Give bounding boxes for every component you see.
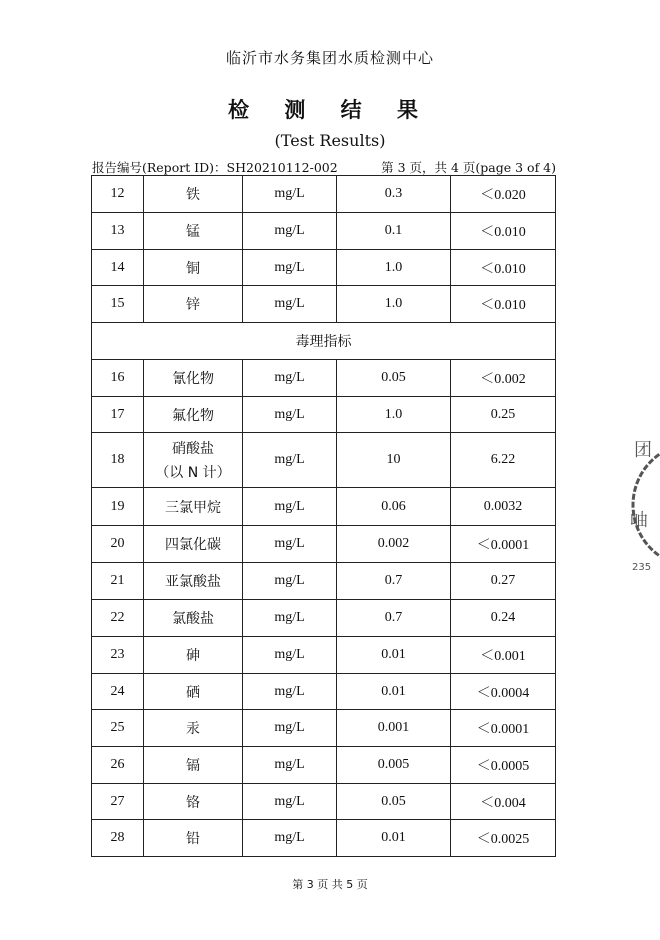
unit-cell: mg/L <box>243 286 337 323</box>
row-number-cell: 27 <box>92 784 144 820</box>
item-name-cell: 铅 <box>144 820 243 857</box>
unit-cell: mg/L <box>243 563 337 600</box>
result-cell: ＜0.001 <box>451 637 556 674</box>
table-row <box>92 563 556 600</box>
row-number-cell: 20 <box>92 526 144 563</box>
table-row <box>92 784 556 820</box>
item-name-cell: 镉 <box>144 747 243 784</box>
table-row <box>92 710 556 747</box>
limit-cell: 0.002 <box>337 526 451 563</box>
limit-cell: 0.01 <box>337 674 451 710</box>
item-name-cell: 锰 <box>144 213 243 250</box>
svg-text:岫: 岫 <box>630 510 648 531</box>
item-name-cell: 氯酸盐 <box>144 600 243 637</box>
item-name-cell: 四氯化碳 <box>144 526 243 563</box>
organization-name: 临沂市水务集团水质检测中心 <box>225 49 434 67</box>
unit-cell: mg/L <box>243 600 337 637</box>
table-row <box>92 286 556 323</box>
unit-cell: mg/L <box>243 250 337 286</box>
row-number-cell: 13 <box>92 213 144 250</box>
svg-text:235: 235 <box>632 562 652 573</box>
row-number-cell: 26 <box>92 747 144 784</box>
item-name-cell: 铬 <box>144 784 243 820</box>
table-row <box>92 637 556 674</box>
item-name-cell: 氰化物 <box>144 360 243 397</box>
result-cell: ＜0.0005 <box>451 747 556 784</box>
table-row <box>92 433 556 488</box>
item-name-cell: 砷 <box>144 637 243 674</box>
table-row <box>92 397 556 433</box>
table-row <box>92 250 556 286</box>
limit-cell: 0.3 <box>337 176 451 213</box>
seal-stamp-icon <box>620 420 660 590</box>
limit-cell: 0.7 <box>337 600 451 637</box>
limit-cell: 0.005 <box>337 747 451 784</box>
result-cell: ＜0.0025 <box>451 820 556 857</box>
item-name-cell: 亚氯酸盐 <box>144 563 243 600</box>
report-id: 报告编号(Report ID)：SH20210112-002 <box>92 160 338 175</box>
result-cell: ＜0.010 <box>451 250 556 286</box>
table-row <box>92 747 556 784</box>
table-row <box>92 360 556 397</box>
result-cell: ＜0.0001 <box>451 526 556 563</box>
item-name-cell: 铜 <box>144 250 243 286</box>
page-footer: 第 3 页 共 5 页 <box>292 878 368 891</box>
unit-cell: mg/L <box>243 397 337 433</box>
row-number-cell: 17 <box>92 397 144 433</box>
row-number-cell: 19 <box>92 488 144 526</box>
section-row-group <box>92 323 556 360</box>
unit-cell: mg/L <box>243 747 337 784</box>
result-cell: 6.22 <box>451 433 556 488</box>
item-name-cell: 铁 <box>144 176 243 213</box>
result-cell: ＜0.0004 <box>451 674 556 710</box>
table-row <box>92 213 556 250</box>
document-title: 检 测 结 果 <box>228 98 432 122</box>
result-cell: 0.0032 <box>451 488 556 526</box>
result-cell: ＜0.0001 <box>451 710 556 747</box>
document-subtitle: (Test Results) <box>274 131 386 150</box>
unit-cell: mg/L <box>243 820 337 857</box>
results-table-body-toxic <box>92 360 556 857</box>
result-cell: 0.27 <box>451 563 556 600</box>
row-number-cell: 16 <box>92 360 144 397</box>
report-meta <box>92 158 556 176</box>
result-cell: 0.25 <box>451 397 556 433</box>
result-cell: ＜0.002 <box>451 360 556 397</box>
row-number-cell: 22 <box>92 600 144 637</box>
row-number-cell: 18 <box>92 433 144 488</box>
table-row <box>92 600 556 637</box>
limit-cell: 1.0 <box>337 397 451 433</box>
table-row <box>92 674 556 710</box>
limit-cell: 0.06 <box>337 488 451 526</box>
row-number-cell: 25 <box>92 710 144 747</box>
row-number-cell: 28 <box>92 820 144 857</box>
limit-cell: 10 <box>337 433 451 488</box>
item-name-cell: 氟化物 <box>144 397 243 433</box>
result-cell: ＜0.010 <box>451 213 556 250</box>
item-name: 硝酸盐 <box>172 441 214 457</box>
limit-cell: 1.0 <box>337 286 451 323</box>
limit-cell: 0.05 <box>337 360 451 397</box>
result-cell: ＜0.020 <box>451 176 556 213</box>
results-table-body-general <box>92 176 556 323</box>
row-number-cell: 12 <box>92 176 144 213</box>
item-note: （以 N 计） <box>155 465 231 481</box>
unit-cell: mg/L <box>243 784 337 820</box>
unit-cell: mg/L <box>243 176 337 213</box>
limit-cell: 0.01 <box>337 820 451 857</box>
row-number-cell: 14 <box>92 250 144 286</box>
table-row <box>92 488 556 526</box>
results-table <box>91 175 556 857</box>
limit-cell: 0.001 <box>337 710 451 747</box>
unit-cell: mg/L <box>243 710 337 747</box>
result-cell: 0.24 <box>451 600 556 637</box>
unit-cell: mg/L <box>243 674 337 710</box>
item-name-cell: 三氯甲烷 <box>144 488 243 526</box>
table-row <box>92 820 556 857</box>
table-row <box>92 526 556 563</box>
limit-cell: 0.05 <box>337 784 451 820</box>
item-name-cell: 硒 <box>144 674 243 710</box>
item-name-cell <box>144 433 243 488</box>
row-number-cell: 21 <box>92 563 144 600</box>
unit-cell: mg/L <box>243 526 337 563</box>
unit-cell: mg/L <box>243 433 337 488</box>
unit-cell: mg/L <box>243 488 337 526</box>
row-number-cell: 24 <box>92 674 144 710</box>
unit-cell: mg/L <box>243 637 337 674</box>
section-row <box>92 323 556 360</box>
unit-cell: mg/L <box>243 360 337 397</box>
svg-text:团: 团 <box>634 440 652 461</box>
row-number-cell: 23 <box>92 637 144 674</box>
unit-cell: mg/L <box>243 213 337 250</box>
item-name-cell: 汞 <box>144 710 243 747</box>
limit-cell: 1.0 <box>337 250 451 286</box>
page-indicator: 第 3 页，共 4 页(page 3 of 4) <box>381 160 556 175</box>
table-row <box>92 176 556 213</box>
official-seal-fragment <box>620 420 660 590</box>
item-name-cell: 锌 <box>144 286 243 323</box>
row-number-cell: 15 <box>92 286 144 323</box>
limit-cell: 0.01 <box>337 637 451 674</box>
section-title: 毒理指标 <box>92 323 556 360</box>
result-cell: ＜0.010 <box>451 286 556 323</box>
limit-cell: 0.1 <box>337 213 451 250</box>
result-cell: ＜0.004 <box>451 784 556 820</box>
limit-cell: 0.7 <box>337 563 451 600</box>
